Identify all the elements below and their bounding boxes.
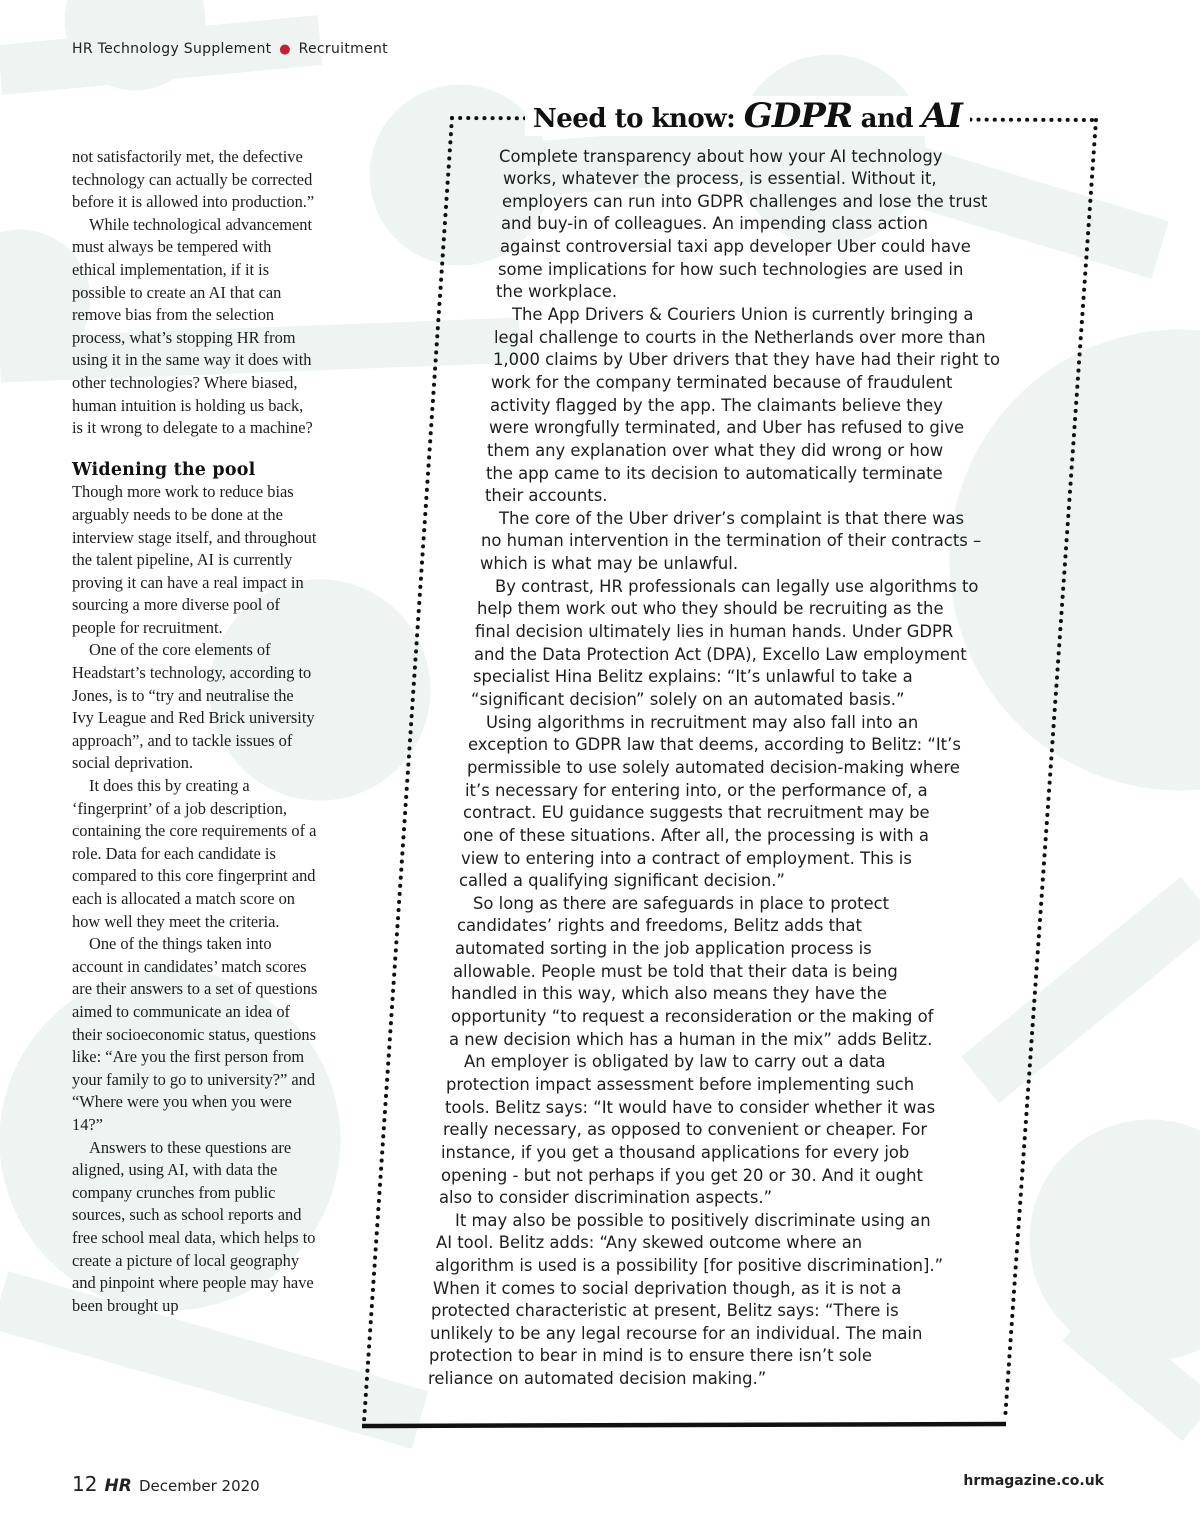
body-line: “significant decision” solely on an automated basis.”	[471, 690, 905, 709]
paragraph: One of the core elements of Headstart’s technology, according to Jones, is to “try and neutralise the Ivy League and Red Brick university approach”, and to tackle issues of social deprivation.	[72, 640, 315, 773]
body-line: works, whatever the process, is essential. Without it,	[503, 169, 937, 188]
body-line: automated sorting in the job application process is	[455, 939, 872, 958]
body-line: one of these situations. After all, the processing is with a	[463, 826, 929, 845]
body-line: reliance on automated decision making.”	[428, 1369, 767, 1388]
body-line: legal challenge to courts in the Netherlands over more than	[494, 328, 986, 347]
body-line: view to entering into a contract of employment. This is	[461, 849, 912, 868]
paragraph: It does this by creating a ‘fingerprint’ of a job description, containing the core requirements of a role. Data for each candidate is compared to this core fingerprint and each is allocated a match score on how well they meet the criteria.	[72, 776, 317, 931]
subsection-label: Recruitment	[298, 41, 388, 57]
body-line: An employer is obligated by law to carry out a data	[464, 1052, 886, 1071]
bullet-dot-icon: ●	[279, 42, 291, 57]
sidebar-title	[525, 96, 970, 136]
body-line: It may also be possible to positively discriminate using an	[455, 1211, 931, 1230]
body-line: allowable. People must be told that their data is being	[453, 962, 898, 981]
body-line: final decision ultimately lies in human hands. Under GDPR	[475, 622, 954, 641]
section-label: HR Technology Supplement	[72, 41, 272, 57]
body-line: protected characteristic at present, Belitz says: “There is	[431, 1301, 899, 1320]
page-footer	[72, 1472, 260, 1496]
body-line: employers can run into GDPR challenges and lose the trust	[502, 192, 988, 211]
body-line: also to consider discrimination aspects.”	[439, 1188, 773, 1207]
body-line: against controversial taxi app developer Uber could have	[500, 237, 971, 256]
body-line: By contrast, HR professionals can legally use algorithms to	[495, 577, 979, 596]
title-gdpr: GDPR	[743, 96, 853, 136]
title-ai: AI	[921, 96, 962, 136]
body-line: protection to bear in mind is to ensure there isn’t sole	[429, 1346, 872, 1365]
body-line: The App Drivers & Couriers Union is currently bringing a	[512, 305, 974, 324]
section-heading: Widening the pool	[72, 459, 256, 480]
body-line: opportunity “to request a reconsideration or the making of	[451, 1007, 934, 1026]
paragraph: While technological advancement must always be tempered with ethical implementation, if it is possible to create an AI that can remove bias from the selection process, what’s stopping HR from using it in the same way it does with other technologies? Where biased, human intuition is holding us back, is it wrong to delegate to a machine?	[72, 214, 313, 438]
body-line: candidates’ rights and freedoms, Belitz adds that	[457, 916, 862, 935]
website-link[interactable]: hrmagazine.co.uk	[963, 1473, 1104, 1489]
magazine-logo: HR	[104, 1476, 132, 1496]
body-line: work for the company terminated because of fraudulent	[491, 373, 953, 392]
body-line: them any explanation over what they did wrong or how	[487, 441, 944, 460]
body-line: algorithm is used is a possibility [for positive discrimination].”	[435, 1256, 944, 1275]
body-line: unlikely to be any legal recourse for an individual. The main	[430, 1324, 923, 1343]
body-line: instance, if you get a thousand applications for every job	[441, 1143, 910, 1162]
body-line: were wrongfully terminated, and Uber has refused to give	[489, 418, 965, 437]
body-line: 1,000 claims by Uber drivers that they have had their right to	[493, 350, 1001, 369]
title-and: and	[852, 104, 922, 134]
body-line: protection impact assessment before implementing such	[446, 1075, 915, 1094]
issue-date: December 2020	[138, 1477, 260, 1495]
body-line: specialist Hina Belitz explains: “It’s unlawful to take a	[473, 667, 913, 686]
body-line: tools. Belitz says: “It would have to consider whether it was	[445, 1098, 936, 1117]
body-line: and buy-in of colleagues. An impending class action	[501, 214, 928, 233]
body-line: the workplace.	[496, 282, 618, 301]
body-line: help them work out who they should be recruiting as the	[477, 599, 944, 618]
title-prefix: Need to know:	[533, 104, 744, 134]
body-line: AI tool. Belitz adds: “Any skewed outcome where an	[436, 1233, 863, 1252]
paragraph: not satisfactorily met, the defective technology can actually be corrected before it is allowed into production.”	[72, 147, 315, 212]
body-line: opening - but not perhaps if you get 20 or 30. And it ought	[441, 1166, 923, 1185]
body-line: Complete transparency about how your AI technology	[499, 147, 943, 166]
body-line: contract. EU guidance suggests that recruitment may be	[463, 803, 930, 822]
body-line: really necessary, as opposed to convenient or cheaper. For	[443, 1120, 928, 1139]
body-line: Using algorithms in recruitment may also fall into an	[486, 713, 919, 732]
body-line: handled in this way, which also means they have the	[451, 984, 888, 1003]
paragraph: One of the things taken into account in candidates’ match scores are their answers to a set of questions aimed to communicate an idea of their socioeconomic status, questions like: “Are you the first person from your family to go to university?” and “Where were you when you were 14?”	[72, 934, 318, 1134]
body-line: exception to GDPR law that deems, according to Belitz: “It’s	[468, 735, 961, 754]
body-line: and the Data Protection Act (DPA), Excello Law employment	[474, 645, 967, 664]
body-line: some implications for how such technologies are used in	[498, 260, 964, 279]
body-line: permissible to use solely automated decision-making where	[467, 758, 960, 777]
paragraph: Answers to these questions are aligned, using AI, with data the company crunches from public sources, such as school reports and free school meal data, which helps to create a picture of local geography and pinpoint where people may have been brought up	[72, 1137, 316, 1315]
body-line: The core of the Uber driver’s complaint is that there was	[499, 509, 965, 528]
body-line: no human intervention in the termination of their contracts –	[481, 531, 982, 550]
body-line: When it comes to social deprivation though, as it is not a	[433, 1279, 902, 1298]
body-line: their accounts.	[485, 486, 608, 505]
body-line: So long as there are safeguards in place to protect	[473, 894, 890, 913]
body-line: called a qualifying significant decision.”	[459, 871, 785, 890]
body-line: it’s necessary for entering into, or the performance of, a	[465, 781, 928, 800]
body-line: which is what may be unlawful.	[480, 554, 739, 573]
page-number: 12	[72, 1472, 98, 1496]
body-line: activity flagged by the app. The claimants believe they	[490, 396, 943, 415]
body-line: a new decision which has a human in the mix” adds Belitz.	[449, 1030, 933, 1049]
body-line: the app came to its decision to automatically terminate	[486, 464, 943, 483]
paragraph: Though more work to reduce bias arguably needs to be done at the interview stage itself, and throughout the talent pipeline, AI is currently proving it can have a real impact in sourcing a more diverse pool of people for recruitment.	[72, 482, 317, 637]
